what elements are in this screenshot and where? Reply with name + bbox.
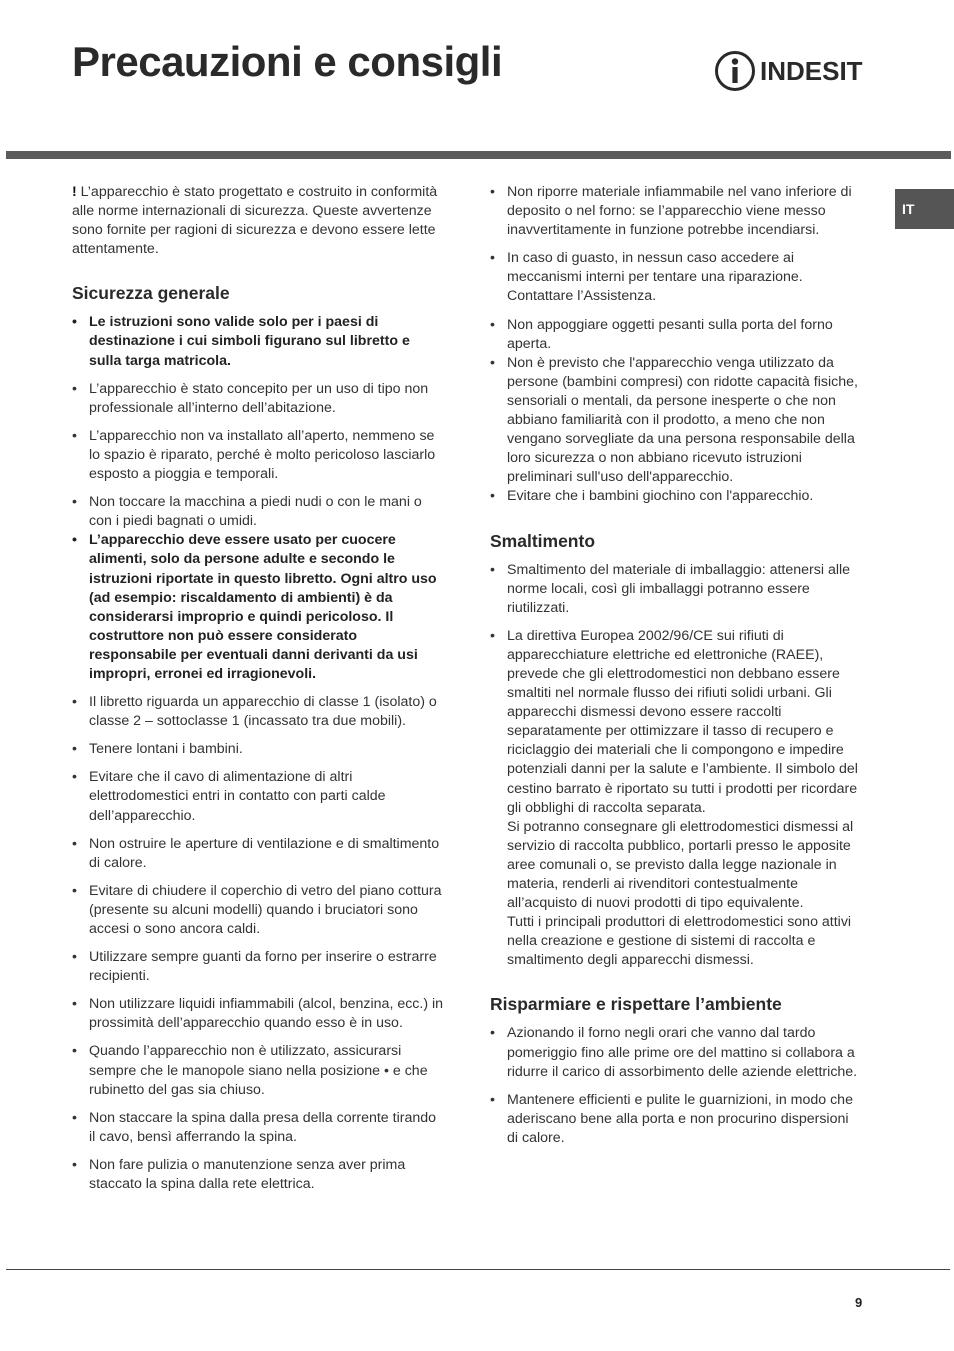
intro-paragraph <box>72 183 444 259</box>
list-item: • L’apparecchio deve essere usato per cuocere alimenti, solo da persone adulte e secondo le istruzioni riportate in questo libretto. Ogni altro uso (ad esempio: riscaldamento di ambienti) è da considerarsi improprio e quindi pericoloso. Il costruttore non può essere considerato responsabile per eventuali danni derivanti da usi impropri, erronei ed irragionevoli. <box>72 531 444 684</box>
list-item: • L’apparecchio è stato concepito per un uso di tipo non professionale all’interno dell’abitazione. <box>72 380 444 418</box>
list-item: • Le istruzioni sono valide solo per i paesi di destinazione i cui simboli figurano sul libretto e sulla targa matricola. <box>72 313 444 370</box>
list-item: • Tenere lontani i bambini. <box>72 740 444 759</box>
page-title: Precauzioni e consigli <box>72 38 503 85</box>
indesit-logo-icon <box>714 50 756 92</box>
list-item <box>490 627 862 971</box>
disposal-list <box>490 561 862 971</box>
list-item: • L’apparecchio non va installato all’aperto, nemmeno se lo spazio è riparato, perché è molto pericoloso lasciarlo esposto a pioggia e temporali. <box>72 427 444 484</box>
warning-mark: ! <box>72 184 77 200</box>
list-item: • Mantenere efficienti e pulite le guarnizioni, in modo che aderiscano bene alla porta e non procurino dispersioni di calore. <box>490 1091 862 1148</box>
list-item: • In caso di guasto, in nessun caso accedere ai meccanismi interni per tentare una riparazione. Contattare l’Assistenza. <box>490 249 862 306</box>
list-item: • Non appoggiare oggetti pesanti sulla porta del forno aperta. <box>490 316 862 354</box>
list-item: • Non staccare la spina dalla presa della corrente tirando il cavo, bensì afferrando la spina. <box>72 1109 444 1147</box>
list-item: • Quando l’apparecchio non è utilizzato, assicurarsi sempre che le manopole siano nella posizione • e che rubinetto del gas sia chiuso. <box>72 1042 444 1099</box>
intro-text: L’apparecchio è stato progettato e costruito in conformità alle norme internazionali di sicurezza. Queste avvertenze sono fornite per ragioni di sicurezza e devono essere lette attentamente. <box>72 184 438 258</box>
environment-list <box>490 1024 862 1148</box>
list-item: • Non fare pulizia o manutenzione senza aver prima staccato la spina dalla rete elettrica. <box>72 1156 444 1194</box>
language-tab: IT <box>895 189 954 229</box>
list-item: • Il libretto riguarda un apparecchio di classe 1 (isolato) o classe 2 – sottoclasse 1 (incassato tra due mobili). <box>72 693 444 731</box>
list-item: • Non è previsto che l'apparecchio venga utilizzato da persone (bambini compresi) con ridotte capacità fisiche, sensoriali o mentali, da persone inesperte o che non abbiano familiarità con il prodotto, a meno che non vengano sorvegliate da una persona responsabile della loro sicurezza o non abbiano ricevuto istruzioni preliminari sull'uso dell'apparecchio. <box>490 354 862 488</box>
safety-list <box>72 313 444 1194</box>
weee-paragraph: Tutti i principali produttori di elettrodomestici sono attivi nella creazione e gestione di sistemi di raccolta e smaltimento degli apparecchi dismessi. <box>507 914 852 969</box>
list-item: • Non utilizzare liquidi infiammabili (alcol, benzina, ecc.) in prossimità dell’apparecchio quando esso è in uso. <box>72 995 444 1033</box>
list-item: • Evitare che il cavo di alimentazione di altri elettrodomestici entri in contatto con parti calde dell’apparecchio. <box>72 768 444 825</box>
right-column <box>490 183 862 1157</box>
brand-wordmark: INDESIT <box>760 55 863 86</box>
section-title-ambiente: Risparmiare e rispettare l’ambiente <box>490 994 782 1015</box>
list-item: • Azionando il forno negli orari che vanno dal tardo pomeriggio fino alle prime ore del mattino si collabora a ridurre il carico di assorbimento delle aziende elettriche. <box>490 1024 862 1081</box>
list-item: • Non riporre materiale infiammabile nel vano inferiore di deposito o nel forno: se l’apparecchio viene messo inavvertitamente in funzione potrebbe incendiarsi. <box>490 183 862 240</box>
section-title-smaltimento: Smaltimento <box>490 530 596 551</box>
list-item: • Evitare di chiudere il coperchio di vetro del piano cottura (presente su alcuni modelli) quando i bruciatori sono accesi o sono ancora caldi. <box>72 882 444 939</box>
safety-list-continued <box>490 183 862 507</box>
brand-logo <box>714 49 863 93</box>
list-item: • Non toccare la macchina a piedi nudi o con le mani o con i piedi bagnati o umidi. <box>72 493 444 531</box>
weee-paragraph: • La direttiva Europea 2002/96/CE sui rifiuti di apparecchiature elettriche ed elettroniche (RAEE), prevede che gli elettrodomestici non debbano essere smaltiti nel normale flusso dei rifiuti solidi urbani. Gli apparecchi dismessi devono essere raccolti separatamente per ottimizzare il tasso di recupero e riciclaggio dei materiali che li compongono e impedire potenziali danni per la salute e l’ambiente. Il simbolo del cestino barrato è riportato su tutti i prodotti per ricordare gli obblighi di raccolta separata. <box>507 627 858 816</box>
page-number: 9 <box>855 1295 863 1310</box>
footer-rule <box>6 1269 950 1270</box>
weee-paragraph: Si potranno consegnare gli elettrodomestici dismessi al servizio di raccolta pubblico, portarli presso le apposite aree comunali o, se previsto dalla legge nazionale in materia, renderli ai rivenditori contestualmente all’acquisto di nuovi prodotti di tipo equivalente. <box>507 818 854 912</box>
header-rule <box>6 151 951 159</box>
list-item: • Non ostruire le aperture di ventilazione e di smaltimento di calore. <box>72 835 444 873</box>
left-column <box>72 183 444 1203</box>
list-item: • Utilizzare sempre guanti da forno per inserire o estrarre recipienti. <box>72 948 444 986</box>
list-item: • Evitare che i bambini giochino con l'apparecchio. <box>490 487 862 506</box>
section-title-sicurezza: Sicurezza generale <box>72 283 230 304</box>
list-item: • Smaltimento del materiale di imballaggio: attenersi alle norme locali, così gli imballaggi potranno essere riutilizzati. <box>490 561 862 618</box>
